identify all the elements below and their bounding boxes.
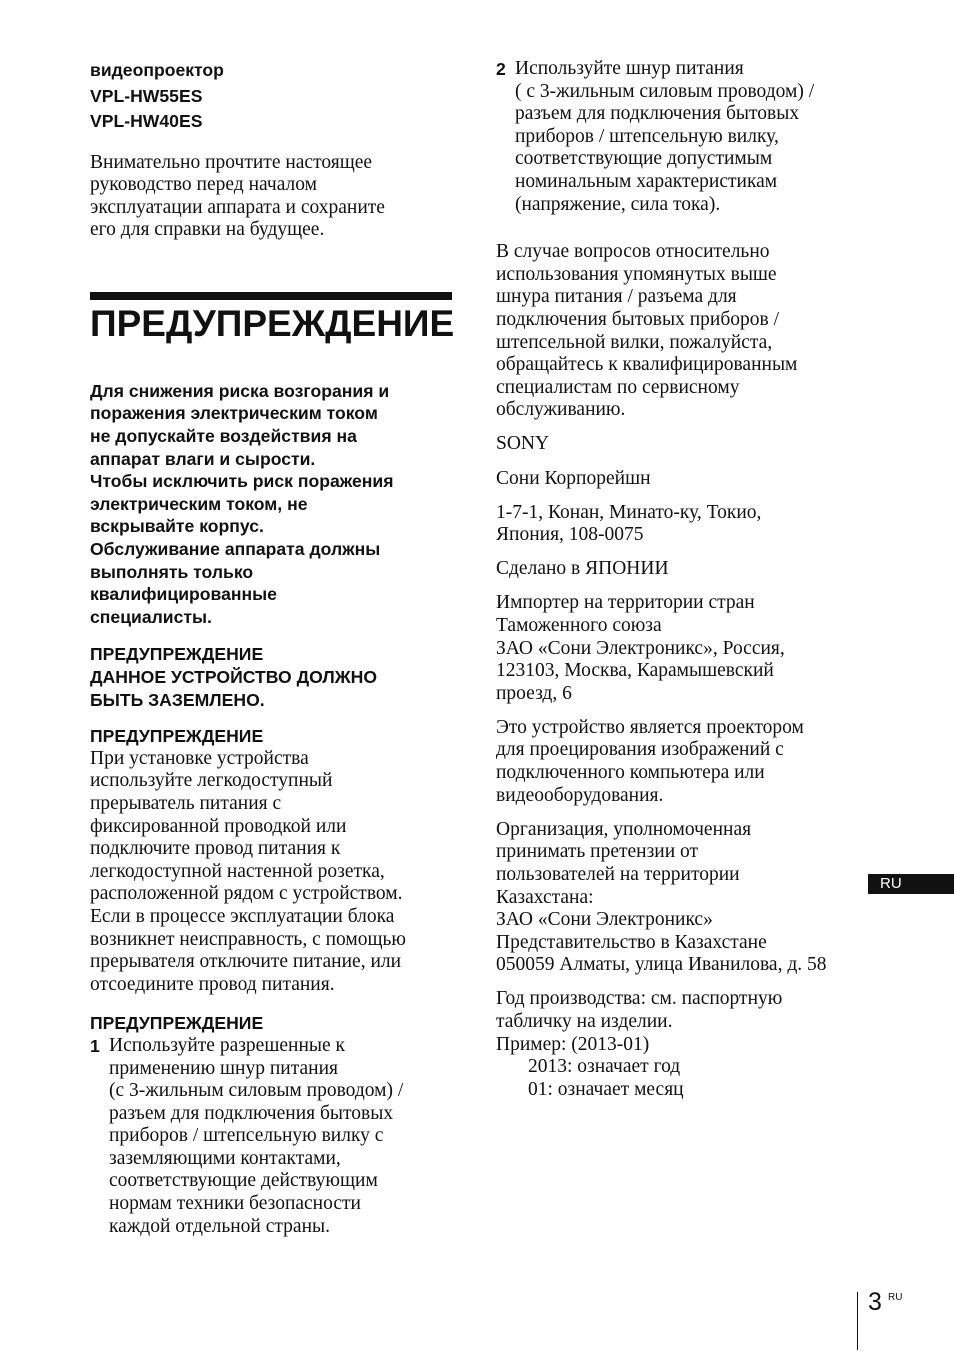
- made-in: Сделано в ЯПОНИИ: [496, 558, 669, 580]
- production-year-info: Год производства: см. паспортную табличку на изделии. Пример: (2013-01): [496, 988, 783, 1055]
- main-warning: Для снижения риска возгорания и поражения электрическим током не допускайте воздействия на аппарат влаги и сырости. Чтобы исключить риск поражения электрическим током, не вскрывайте корпус. Обслуживание аппарата должны выполнять только квалифицированные специалисты.: [90, 380, 394, 627]
- page-title: ПРЕДУПРЕЖДЕНИЕ: [90, 302, 455, 344]
- year-example-line: 2013: означает год: [528, 1056, 681, 1078]
- list-item-text: Используйте шнур питания ( с 3-жильным силовым проводом) / разъем для подключения бытовых приборов / штепсельную вилку, соответствующие допустимым номинальным характеристикам (напряжение, сила тока).: [515, 58, 815, 215]
- list-item-text: Используйте разрешенные к применению шнур питания (с 3-жильным силовым проводом) / разъем для подключения бытовых приборов / штепсельную вилку с заземляющими контактами, соответствующие действующим нормам техники безопасности каждой отдельной страны.: [109, 1034, 404, 1237]
- page-number: 3: [868, 1288, 882, 1316]
- title-rule: [90, 292, 452, 300]
- right-column: [496, 58, 866, 1101]
- warning-ground-heading: ПРЕДУПРЕЖДЕНИЕ: [90, 644, 264, 665]
- questions-paragraph: В случае вопросов относительно использования упомянутых выше шнура питания / разъема для подключения бытовых приборов / штепсельной вилки, пожалуйста, обращайтесь к квалифицированным специалистам по сервисному обслуживанию.: [496, 241, 798, 421]
- model-number-1: VPL-HW55ES: [90, 85, 203, 106]
- model-number-2: VPL-HW40ES: [90, 111, 203, 131]
- left-column: [90, 58, 455, 1238]
- warning-breaker-text: При установке устройства используйте легкодоступный прерыватель питания с фиксированной проводкой или подключите провод питания к легкодоступной настенной розетка, расположенной рядом с устройством. Если в процессе эксплуатации блока возникнет неисправность, с помощью прерывателя отключите питание, или отсоедините провод питания.: [90, 747, 406, 995]
- warning-breaker-section: [90, 725, 452, 996]
- page-number-suffix: RU: [888, 1292, 903, 1303]
- language-tab: RU: [868, 874, 954, 894]
- importer-info: Импортер на территории стран Таможенного союза ЗАО «Сони Электроникс», Россия, 123103, Москва, Карамышевский проезд, 6: [496, 592, 785, 704]
- month-example-line: 01: означает месяц: [528, 1078, 684, 1100]
- device-description: Это устройство является проектором для проецирования изображений с подключенного компьютера или видеооборудования.: [496, 716, 804, 806]
- warning-breaker-heading: ПРЕДУПРЕЖДЕНИЕ: [90, 726, 264, 747]
- brand-name: SONY: [496, 433, 550, 455]
- list-item: [496, 58, 866, 216]
- warning-cord-heading: ПРЕДУПРЕЖДЕНИЕ: [90, 1013, 264, 1034]
- company-name: Сони Корпорейшн: [496, 467, 651, 489]
- warning-ground-section: [90, 643, 452, 711]
- warning-ground-text: ДАННОЕ УСТРОЙСТВО ДОЛЖНО БЫТЬ ЗАЗЕМЛЕНО.: [90, 667, 378, 710]
- kazakhstan-organization: Организация, уполномоченная принимать претензии от пользователей на территории Казахстана: ЗАО «Сони Электроникс» Представительство в Казахстане 050059 Алматы, улица Иванилова, д. 58: [496, 818, 827, 976]
- warning-cord-section: [90, 1012, 452, 1238]
- list-item: [90, 1035, 452, 1238]
- company-address: 1-7-1, Конан, Минато-ку, Токио, Япония, 108-0075: [496, 501, 762, 546]
- list-item-number: 2: [496, 59, 506, 79]
- intro-paragraph: Внимательно прочтите настоящее руководство перед началом эксплуатации аппарата и сохраните его для справки на будущее.: [90, 151, 385, 241]
- product-type: видеопроектор: [90, 60, 224, 80]
- list-item-number: 1: [90, 1035, 100, 1056]
- page-number-divider: [857, 1292, 858, 1350]
